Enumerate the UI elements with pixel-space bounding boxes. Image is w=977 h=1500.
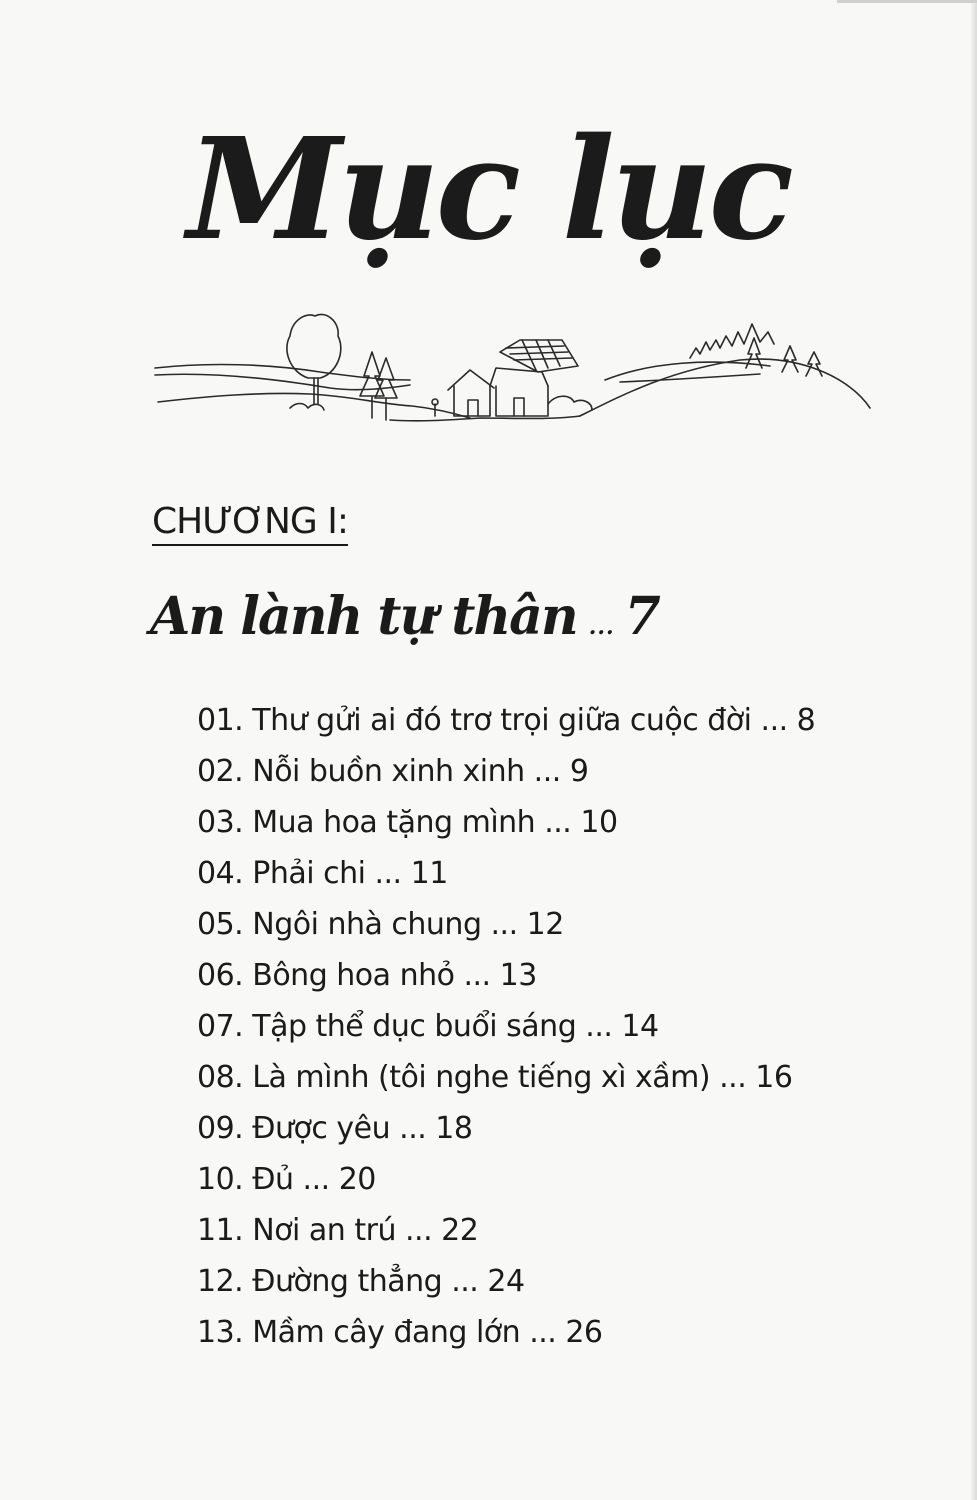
toc-entry: 10. Đủ ... 20 bbox=[197, 1162, 376, 1197]
toc-entry: 13. Mầm cây đang lớn ... 26 bbox=[197, 1315, 603, 1350]
landscape-illustration bbox=[150, 300, 880, 435]
toc-entry: 12. Đường thẳng ... 24 bbox=[197, 1264, 525, 1299]
toc-entry: 01. Thư gửi ai đó trơ trọi giữa cuộc đời ... 8 bbox=[197, 703, 816, 738]
chapter-label: CHƯƠNG I: bbox=[152, 500, 348, 546]
page-title: Mục lục bbox=[187, 108, 790, 272]
table-of-contents bbox=[197, 695, 815, 1358]
toc-entry: 08. Là mình (tôi nghe tiếng xì xầm) ... 16 bbox=[197, 1060, 793, 1095]
chapter-dots: ... bbox=[588, 614, 615, 640]
toc-entry: 03. Mua hoa tặng mình ... 10 bbox=[197, 805, 618, 840]
toc-entry: 05. Ngôi nhà chung ... 12 bbox=[197, 907, 564, 942]
toc-entry: 02. Nỗi buồn xinh xinh ... 9 bbox=[197, 754, 589, 789]
toc-entry: 04. Phải chi ... 11 bbox=[197, 856, 448, 891]
toc-entry: 06. Bông hoa nhỏ ... 13 bbox=[197, 958, 537, 993]
chapter-page-number: 7 bbox=[624, 586, 659, 647]
toc-entry: 09. Được yêu ... 18 bbox=[197, 1111, 473, 1146]
toc-entry: 07. Tập thể dục buổi sáng ... 14 bbox=[197, 1009, 659, 1044]
chapter-title: An lành tự thân bbox=[150, 586, 577, 647]
chapter-heading bbox=[150, 582, 659, 662]
toc-entry: 11. Nơi an trú ... 22 bbox=[197, 1213, 479, 1248]
page-top-edge bbox=[837, 0, 977, 3]
